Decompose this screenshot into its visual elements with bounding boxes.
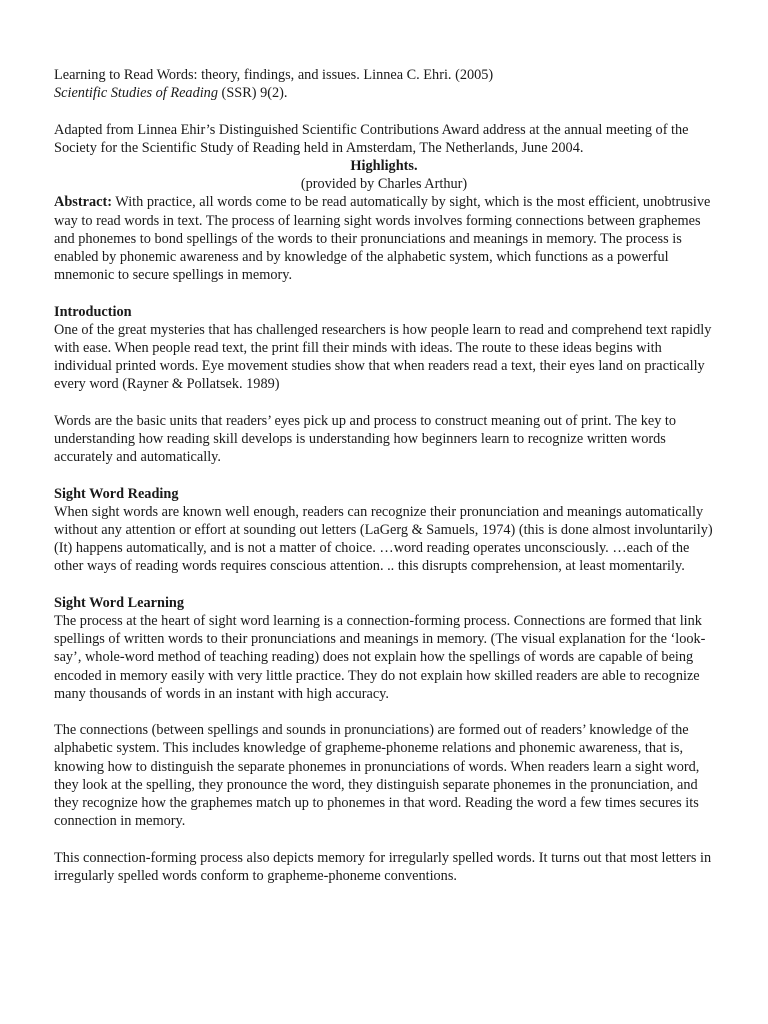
spacer: [54, 576, 714, 594]
sight-word-reading-paragraph: When sight words are known well enough, readers can recognize their pronunciation and meanings automatically without any attention or effort at sounding out letters (LaGerg & Samuels, 1974) (this is done almost involuntarily) (It) happens automatically, and is not a matter of choice. …word reading operates unconsciously. …each of the other ways of reading words requires conscious attention. .. this disrupts comprehension, at least momentarily.: [54, 503, 713, 575]
spacer: [54, 284, 714, 302]
section-heading-introduction: Introduction: [54, 303, 132, 320]
spacer: [54, 394, 714, 412]
abstract-label: Abstract:: [54, 194, 112, 211]
spacer: [54, 102, 714, 120]
highlights-title: Highlights.: [350, 158, 418, 174]
journal-title: Scientific Studies of Reading: [54, 85, 218, 102]
sight-word-learning-paragraph-3: This connection-forming process also depicts memory for irregularly spelled words. It turns out that most letters in irregularly spelled words conform to grapheme-phoneme conventions.: [54, 849, 712, 884]
sight-word-learning-paragraph-2: The connections (between spellings and sounds in pronunciations) are formed out of readers’ knowledge of the alphabetic system. This includes knowledge of grapheme-phoneme relations and phonemic awareness, that is, knowing how to distinguish the separate phonemes in pronunciations of words. When readers learn a sight word, they look at the spelling, they pronounce the word, they distinguish separate phonemes in the pronunciation, and they recognize how the graphemes match up to phonemes in that word. Reading the word a few times secures its connection in memory.: [54, 722, 700, 830]
abstract-text: With practice, all words come to be read automatically by sight, which is the most efficient, unobtrusive way to read words in text. The process of learning sight words involves forming connections between graphemes and phonemes to bond spellings of the words to their pronunciations and meanings in memory. The process is enabled by phonemic awareness and by knowledge of the alphabetic system, which functions as a powerful mnemonic to secure spellings in memory.: [54, 194, 711, 284]
document-page: [54, 66, 714, 885]
journal-line: [54, 84, 714, 102]
section-heading-sight-word-learning: Sight Word Learning: [54, 594, 185, 611]
spacer: [54, 703, 714, 721]
section-heading-sight-word-reading: Sight Word Reading: [54, 485, 179, 502]
introduction-paragraph-2: Words are the basic units that readers’ eyes pick up and process to construct meaning out of print. The key to understanding how reading skill develops is understanding how beginners learn to recognize written words accurately and automatically.: [54, 412, 677, 466]
spacer: [54, 466, 714, 484]
spacer: [54, 830, 714, 848]
sight-word-learning-paragraph-1: The process at the heart of sight word learning is a connection-forming process. Connections are formed that link spellings of written words to their pronunciations and meanings in memory. (The visual explanation for the ‘look-say’, whole-word method of teaching reading) does not explain how the spellings of words are capable of being encoded in memory easily with very little practice. They do not explain how skilled readers are able to recognize many thousands of words in an instant with high accuracy.: [54, 613, 706, 702]
adapted-note: Adapted from Linnea Ehir’s Distinguished Scientific Contributions Award address at the annual meeting of the Society for the Scientific Study of Reading held in Amsterdam, The Netherlands, June 2004.: [54, 121, 689, 156]
citation-line: Learning to Read Words: theory, findings, and issues. Linnea C. Ehri. (2005): [54, 67, 494, 83]
abstract-paragraph: [54, 193, 714, 284]
journal-volume: (SSR) 9(2).: [217, 85, 288, 102]
introduction-paragraph-1: One of the great mysteries that has challenged researchers is how people learn to read and comprehend text rapidly with ease. When people read text, the print fill their minds with ideas. The route to these ideas begins with individual printed words. Eye movement studies show that when readers read a text, their eyes land on practically every word (Rayner & Pollatsek. 1989): [54, 321, 712, 393]
highlights-credit: (provided by Charles Arthur): [300, 176, 468, 193]
